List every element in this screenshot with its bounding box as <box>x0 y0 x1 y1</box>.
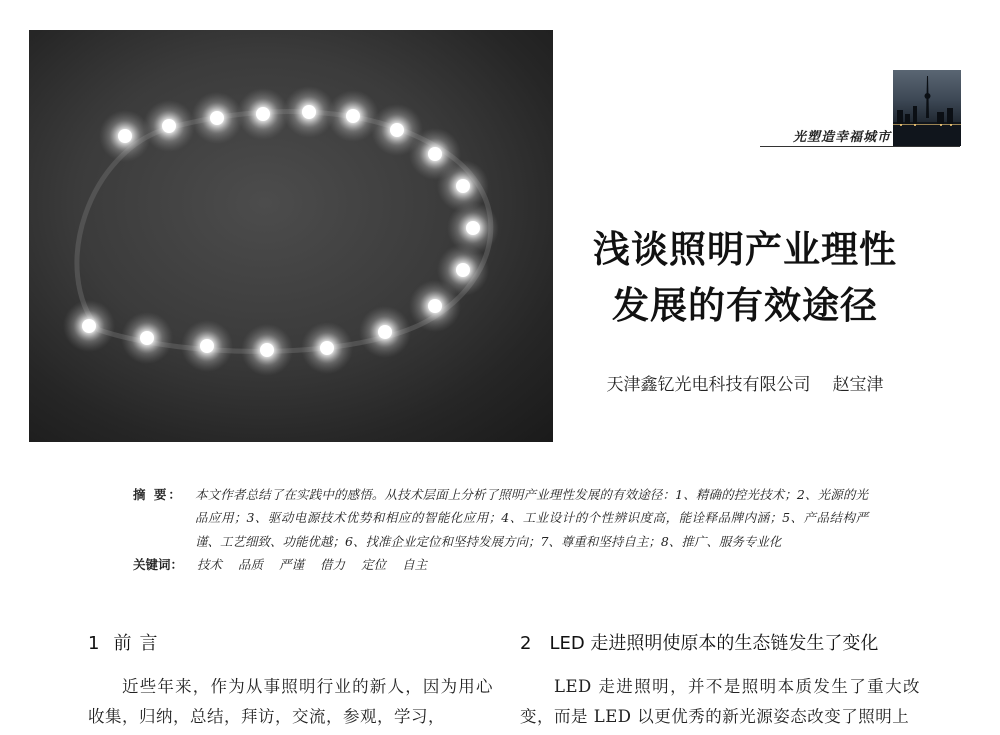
led-bulb <box>260 343 274 357</box>
led-bulb <box>118 129 132 143</box>
keyword: 技术 <box>197 556 223 572</box>
keyword: 借力 <box>320 556 346 572</box>
body-paragraph: LED 走进照明，并不是照明本质发生了重大改变，而是 LED 以更优秀的新光源姿态改变了照明上 <box>520 677 920 726</box>
led-bulb <box>466 221 480 235</box>
led-bulb <box>390 123 404 137</box>
keyword: 品质 <box>238 556 264 572</box>
led-bulb <box>456 179 470 193</box>
byline <box>575 370 915 395</box>
keyword: 严谨 <box>279 556 305 572</box>
body-paragraph: 近些年来，作为从事照明行业的新人，因为用心收集，归纳，总结，拜访，交流，参观，学习， <box>88 677 493 726</box>
column-tag: 光塑造幸福城市 <box>792 130 891 145</box>
led-bulb <box>428 147 442 161</box>
led-bulb <box>428 299 442 313</box>
right-column <box>520 630 920 732</box>
led-bulb <box>82 319 96 333</box>
led-bulb <box>140 331 154 345</box>
led-bulb <box>302 105 316 119</box>
section-heading-1 <box>88 630 493 658</box>
company-name: 天津鑫钇光电科技有限公司 <box>606 375 811 395</box>
column-tag-rule <box>760 146 960 147</box>
keywords-label: 关键词： <box>133 556 184 572</box>
keyword: 自主 <box>402 556 428 572</box>
article-title <box>570 222 920 334</box>
section-number: 2 <box>520 633 532 654</box>
keyword: 定位 <box>361 556 387 572</box>
abstract-label: 摘 要： <box>133 487 183 502</box>
author-name: 赵宝津 <box>832 375 884 395</box>
keywords-list <box>197 553 427 576</box>
led-bulb <box>162 119 176 133</box>
led-bulb <box>256 107 270 121</box>
abstract-text: 本文作者总结了在实践中的感悟。从技术层面上分析了照明产业理性发展的有效途径：1、精确的控光技术；2、光源的光品应用；3、驱动电源技术优势和相应的智能化应用；4、工业设计的个性辨识度高，能诠释品牌内涵；5、产品结构严谨、工艺细致、功能优越；6、找准企业定位和坚持发展方向；7、尊重和坚持自主；8、推广、服务专业化 <box>195 487 868 549</box>
city-night-thumbnail <box>893 70 961 146</box>
section-title: 前言 <box>113 633 166 654</box>
abstract-block <box>133 483 868 576</box>
led-ring-photo <box>29 30 553 442</box>
led-bulb <box>200 339 214 353</box>
article-title-line1: 浅谈照明产业理性 <box>593 228 897 271</box>
led-bulb <box>456 263 470 277</box>
left-column <box>88 630 493 732</box>
led-bulb <box>210 111 224 125</box>
led-bulb <box>346 109 360 123</box>
section-number: 1 <box>88 633 100 654</box>
led-bulb <box>378 325 392 339</box>
section-heading-2 <box>520 630 920 658</box>
led-bulb <box>320 341 334 355</box>
article-title-line2: 发展的有效途径 <box>612 284 878 327</box>
section-title: LED 走进照明使原本的生态链发生了变化 <box>549 633 879 654</box>
